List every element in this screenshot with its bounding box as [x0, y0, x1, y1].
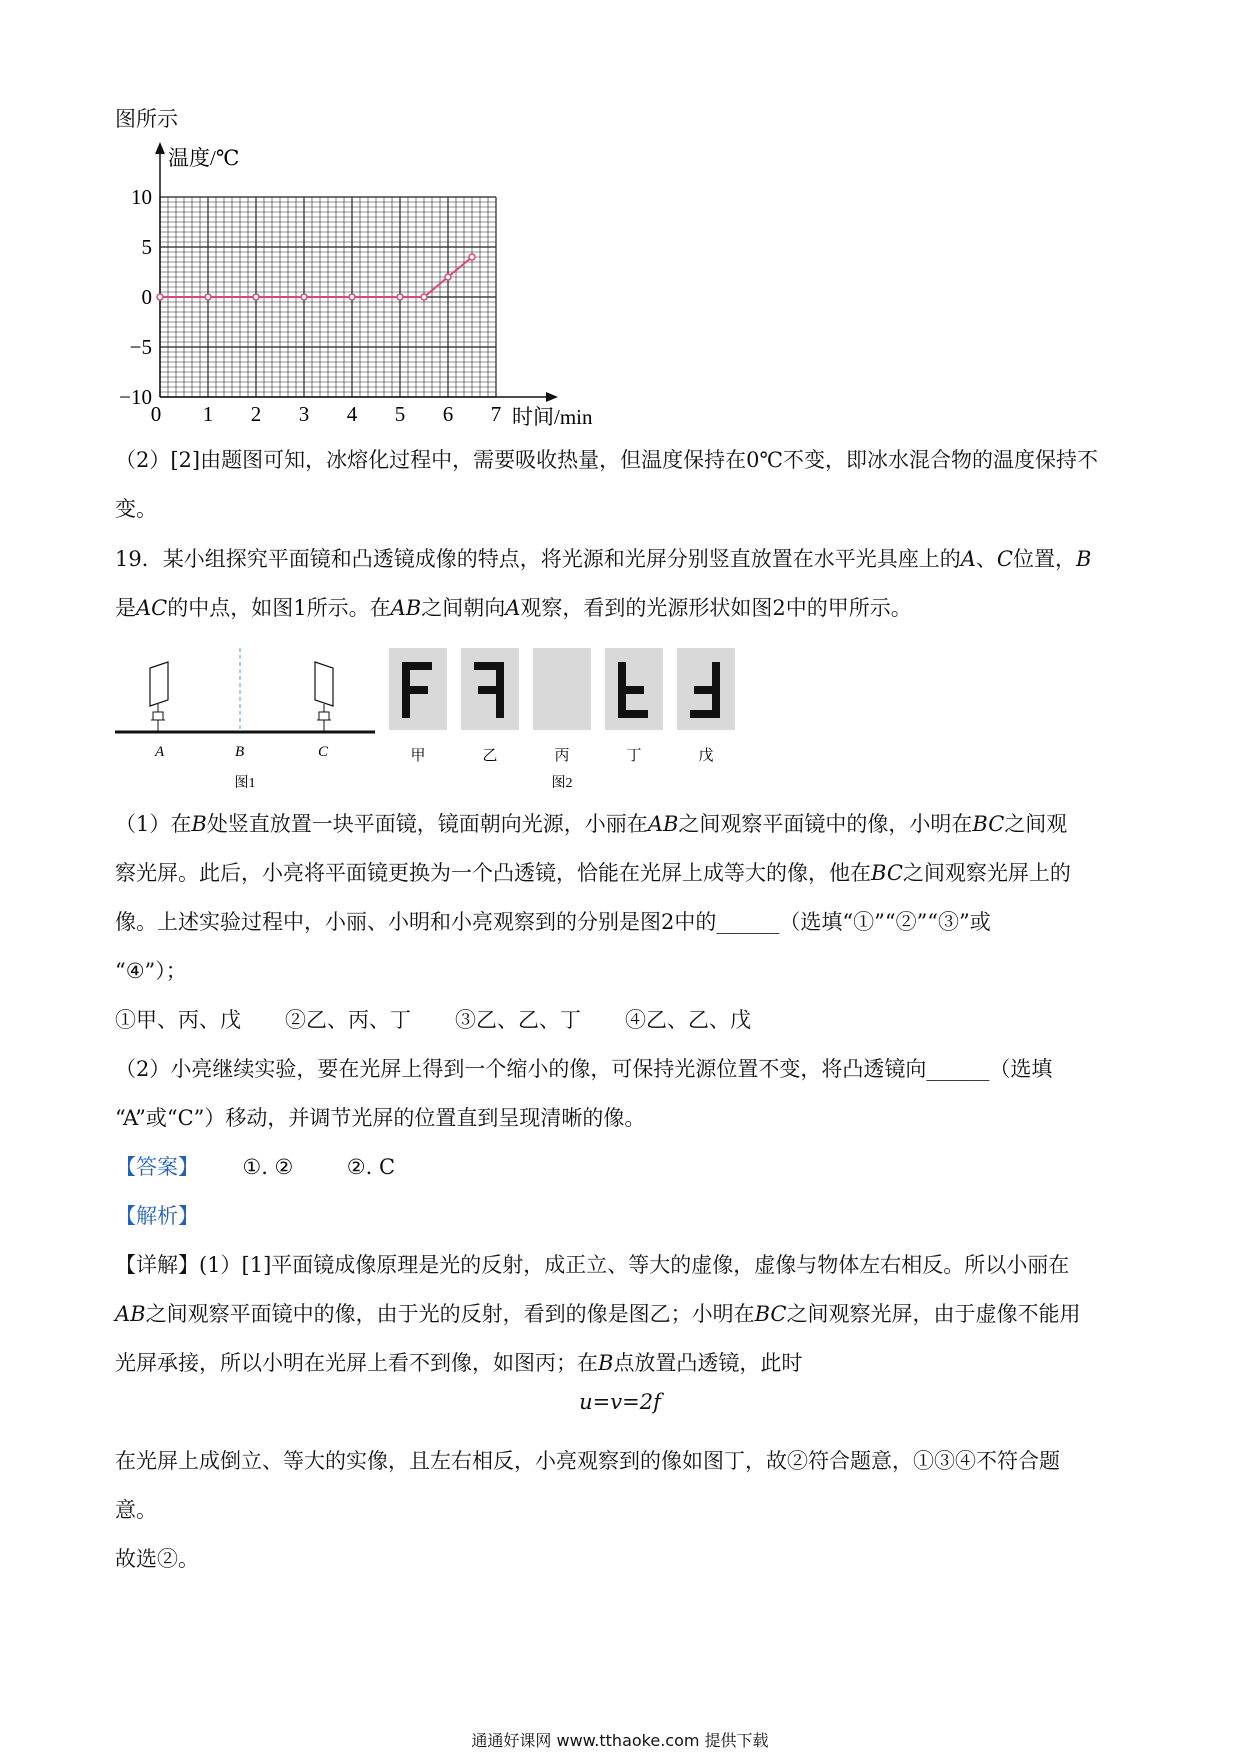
y-axis-label: 温度/℃ — [168, 146, 240, 170]
x-axis-arrow — [546, 392, 558, 402]
y-tick-label: 5 — [141, 235, 152, 259]
x-tick-label: 4 — [346, 402, 358, 426]
y-tick-label: 0 — [141, 285, 152, 309]
data-point — [445, 274, 451, 280]
part1-line4: “④”）； — [115, 959, 187, 983]
panel-bing — [533, 648, 591, 730]
label-yi: 乙 — [482, 748, 498, 764]
footer-watermark: 通通好课网 www.tthaoke.com 提供下载 — [471, 1731, 769, 1750]
x-tick-label: 5 — [394, 402, 406, 426]
panel-yi — [461, 648, 519, 730]
x-tick-label: 7 — [490, 402, 502, 426]
label-jia: 甲 — [410, 748, 426, 764]
detail-line5: 意。 — [115, 1498, 157, 1522]
detail-line4: 在光屏上成倒立、等大的实像，且左右相反，小亮观察到的像如图丁，故②符合题意，①③④不符合题 — [115, 1449, 1060, 1473]
y-axis-arrow — [155, 142, 165, 154]
x-tick-label: 3 — [298, 402, 310, 426]
data-point — [349, 294, 355, 300]
answer-line — [115, 1143, 1130, 1192]
analysis-tag: 【解析】 — [115, 1204, 199, 1228]
part2-line1: （2）小亮继续实验，要在光屏上得到一个缩小的像，可保持光源位置不变，将凸透镜向______（选填 — [115, 1057, 1053, 1081]
panel-ding — [605, 648, 663, 730]
light-source-A — [150, 662, 168, 732]
q19-line1: 19．某小组探究平面镜和凸透镜成像的特点，将光源和光屏分别竖直放置在水平光具座上的A、C位置，B — [115, 547, 1092, 571]
fig2-caption: 图2 — [551, 776, 573, 791]
option-3: ③乙、乙、丁 — [455, 1008, 581, 1032]
part1-line1: （1）在B处竖直放置一块平面镜，镜面朝向光源，小丽在AB之间观察平面镜中的像，小明在BC之间观 — [115, 812, 1068, 836]
y-tick-label: −10 — [119, 385, 152, 409]
label-C: C — [318, 744, 329, 760]
y-tick-label: −5 — [129, 335, 152, 359]
data-point — [157, 294, 163, 300]
label-B: B — [235, 744, 245, 760]
panel-jia — [389, 648, 447, 730]
analysis-p2: （2）[2]由题图可知，冰熔化过程中，需要吸收热量，但温度保持在0℃不变，即冰水混合物的温度保持不变。 — [115, 448, 1098, 521]
part2-line2: “A”或“C”）移动，并调节光屏的位置直到呈现清晰的像。 — [115, 1106, 646, 1130]
data-point — [205, 294, 211, 300]
part1-line2: 察光屏。此后，小亮将平面镜更换为一个凸透镜，恰能在光屏上成等大的像，他在BC之间观察光屏上的 — [115, 861, 1071, 885]
answer-tag: 【答案】 — [115, 1155, 199, 1179]
panel-wu — [677, 648, 735, 730]
formula: u=v=2f — [579, 1390, 661, 1414]
data-point — [301, 294, 307, 300]
option-1: ①甲、丙、戊 — [115, 1008, 241, 1032]
light-screen-C — [315, 662, 333, 732]
x-tick-label: 6 — [442, 402, 454, 426]
label-A: A — [155, 744, 165, 760]
q19-line2: 是AC的中点，如图1所示。在AB之间朝向A观察，看到的光源形状如图2中的甲所示。 — [115, 596, 912, 620]
x-tick-label: 2 — [250, 402, 262, 426]
detail-line2: AB之间观察平面镜中的像，由于光的反射，看到的像是图乙；小明在BC之间观察光屏，由于虚像不能用 — [115, 1302, 1081, 1326]
x-tick-label: 0 — [150, 402, 162, 426]
label-bing: 丙 — [554, 748, 570, 764]
label-wu: 戊 — [698, 748, 714, 764]
option-2: ②乙、丙、丁 — [285, 1008, 411, 1032]
y-tick-label: 10 — [131, 185, 152, 209]
part1-options — [115, 996, 1130, 1045]
data-point — [421, 294, 427, 300]
part1-line3: 像。上述实验过程中，小丽、小明和小亮观察到的分别是图2中的______（选填“①”“②”“③”或 — [115, 910, 991, 934]
option-4: ④乙、乙、戊 — [625, 1008, 751, 1032]
temperature-time-chart — [100, 140, 620, 440]
data-point — [253, 294, 259, 300]
label-ding: 丁 — [626, 748, 642, 764]
fig1-caption: 图1 — [234, 776, 256, 791]
detail-line3: 光屏承接，所以小明在光屏上看不到像，如图丙；在B点放置凸透镜，此时 — [115, 1351, 803, 1375]
answer-1: ①. ② — [242, 1155, 294, 1179]
detail-line6: 故选②。 — [115, 1547, 199, 1571]
figure-2 — [385, 640, 745, 800]
intro-text: 图所示 — [115, 107, 178, 131]
x-tick-label: 1 — [202, 402, 214, 426]
data-point — [397, 294, 403, 300]
detail-line1: 【详解】(1）[1]平面镜成像原理是光的反射，成正立、等大的虚像，虚像与物体左右相反。所以小丽在 — [115, 1253, 1070, 1277]
data-point — [469, 254, 475, 260]
answer-2: ②. C — [346, 1155, 396, 1179]
figure-1 — [110, 640, 380, 800]
x-axis-label: 时间/min — [512, 405, 593, 429]
